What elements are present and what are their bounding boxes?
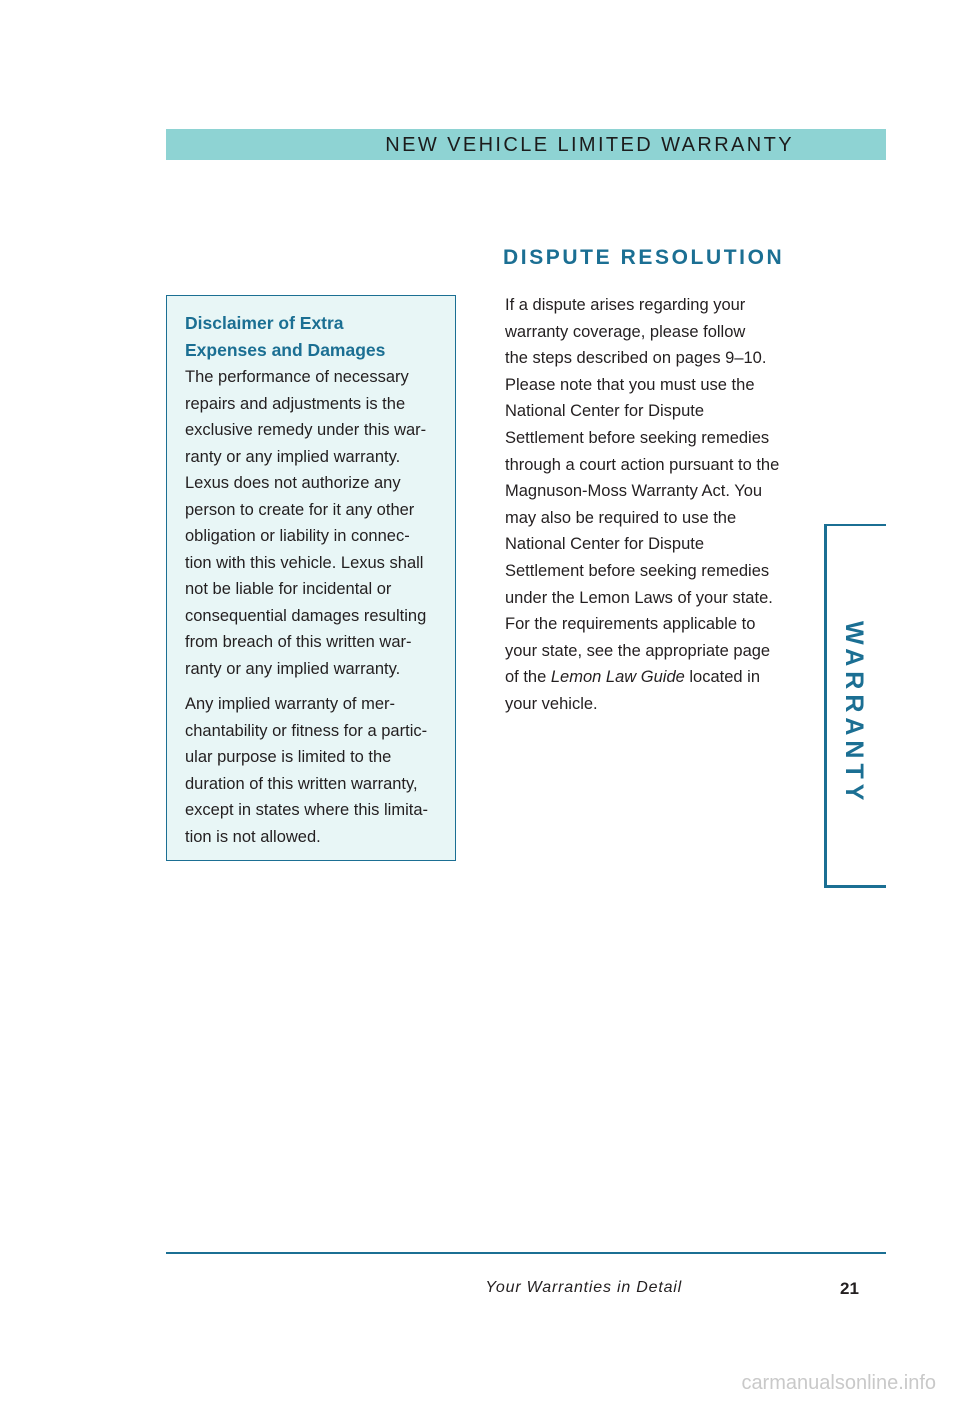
section-side-tab	[824, 524, 886, 888]
text-line: person to create for it any other	[185, 500, 415, 519]
text-line: ranty or any implied warranty.	[185, 659, 401, 678]
header-title: NEW VEHICLE LIMITED WARRANTY	[385, 134, 794, 156]
text-line: The performance of necessary	[185, 368, 409, 386]
text-line: chantability or fitness for a partic-	[185, 721, 428, 740]
watermark: carmanualsonline.info	[741, 1372, 936, 1394]
text-line: your state, see the appropriate page	[505, 641, 771, 660]
text-line: Any implied warranty of mer-	[185, 695, 395, 713]
text-fragment: located in	[684, 668, 761, 687]
text-line: ular purpose is limited to the	[185, 748, 392, 766]
text-line: exclusive remedy under this war-	[185, 421, 427, 439]
footer-section-text: Your Warranties in Detail	[485, 1279, 682, 1296]
section-heading: DISPUTE RESOLUTION	[503, 246, 785, 269]
footer-section-title	[485, 1279, 794, 1297]
text-line	[505, 664, 805, 691]
text-line: Please note that you must use the	[505, 375, 755, 394]
disclaimer-paragraph-2	[185, 691, 439, 850]
disclaimer-title-line2: Expenses and Damages	[185, 340, 386, 360]
text-line: the steps described on pages 9–10.	[505, 349, 767, 368]
text-line: For the requirements applicable to	[505, 615, 756, 634]
text-line: National Center for Dispute	[505, 535, 705, 554]
text-line: under the Lemon Laws of your state.	[505, 588, 773, 607]
text-line: duration of this written warranty,	[185, 774, 418, 793]
text-line: Settlement before seeking remedies	[505, 428, 770, 447]
text-line: your vehicle.	[505, 694, 598, 713]
text-line: tion with this vehicle. Lexus shall	[185, 553, 424, 572]
page-number: 21	[840, 1279, 859, 1298]
side-tab-label: WARRANTY	[840, 621, 868, 806]
disclaimer-box	[166, 295, 456, 861]
text-line: consequential damages resulting	[185, 606, 427, 625]
disclaimer-paragraph-1	[185, 364, 439, 682]
disclaimer-title-line1: Disclaimer of Extra	[185, 313, 344, 333]
text-line: not be liable for incidental or	[185, 580, 392, 598]
text-line: except in states where this limita-	[185, 801, 429, 819]
text-line: repairs and adjustments is the	[185, 394, 406, 413]
text-line: ranty or any implied warranty.	[185, 447, 401, 466]
text-line: Lexus does not authorize any	[185, 474, 401, 492]
text-line: obligation or liability in connec-	[185, 527, 410, 545]
text-line: from breach of this written war-	[185, 633, 412, 651]
text-line: through a court action pursuant to the	[505, 455, 780, 474]
text-fragment: of the	[505, 668, 551, 687]
lemon-law-guide-title: Lemon Law Guide	[550, 668, 685, 687]
text-line: warranty coverage, please follow	[505, 322, 746, 341]
footer-rule	[166, 1252, 886, 1254]
text-line: Settlement before seeking remedies	[505, 561, 770, 580]
disclaimer-title	[185, 310, 439, 364]
header-band	[166, 129, 886, 160]
text-line: tion is not allowed.	[185, 827, 321, 846]
text-line: National Center for Dispute	[505, 402, 705, 421]
text-line: Magnuson-Moss Warranty Act. You	[505, 482, 763, 501]
dispute-resolution-body	[505, 292, 805, 718]
text-line: may also be required to use the	[505, 508, 737, 527]
text-line: If a dispute arises regarding your	[505, 296, 746, 314]
